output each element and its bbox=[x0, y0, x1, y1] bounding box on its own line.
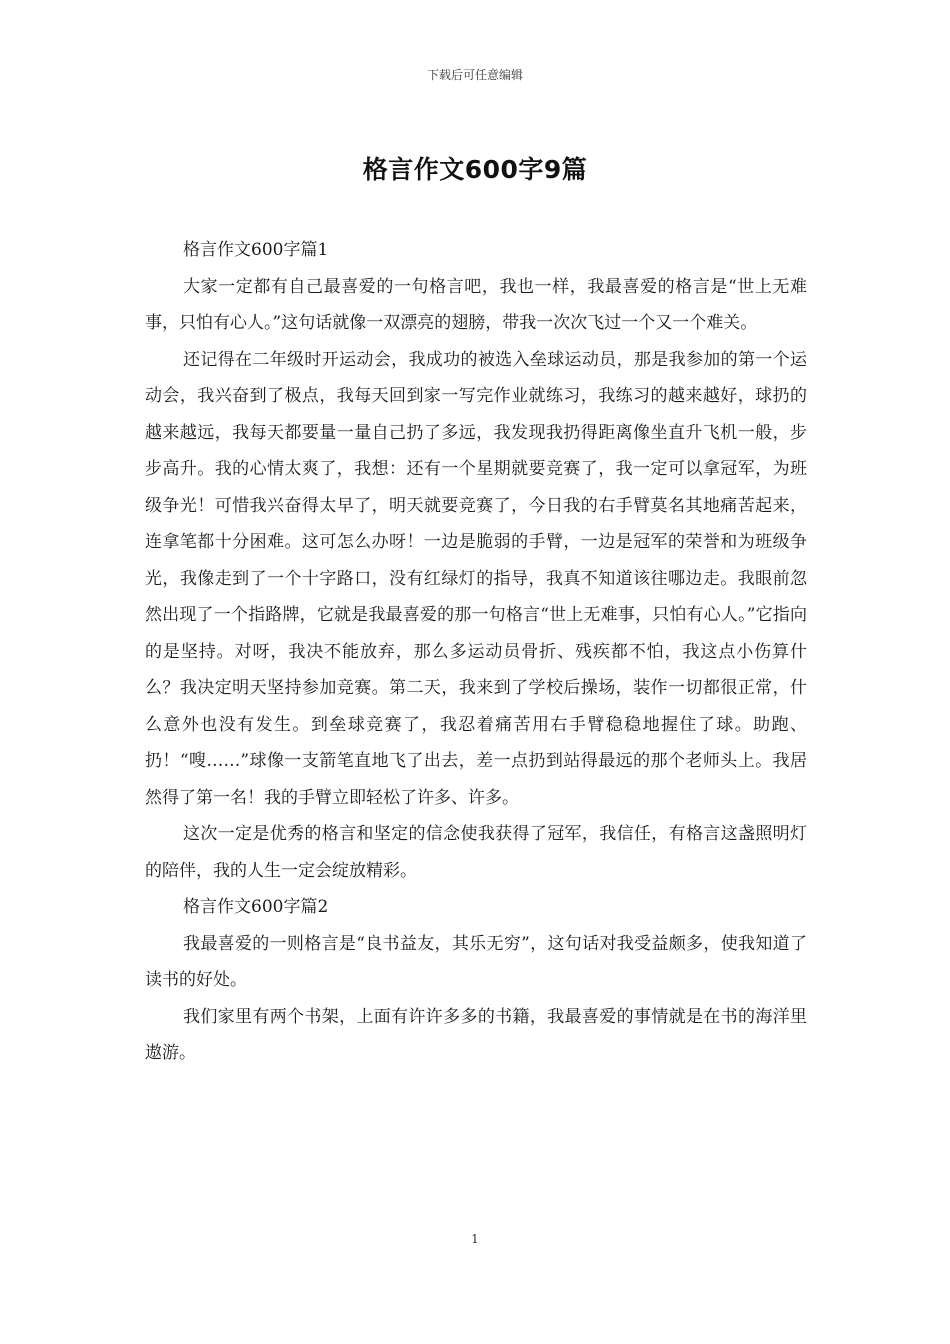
section-heading-2: 格言作文600字篇2 bbox=[183, 897, 329, 917]
paragraph: 这次一定是优秀的格言和坚定的信念使我获得了冠军，我信任，有格言这盏照明灯的陪伴，我的人生一定会绽放精彩。 bbox=[145, 824, 807, 881]
page-number: 1 bbox=[471, 1232, 479, 1246]
paragraph: 大家一定都有自己最喜爱的一句格言吧，我也一样，我最喜爱的格言是“世上无难事，只怕有心人。”这句话就像一双漂亮的翅膀，带我一次次飞过一个又一个难关。 bbox=[145, 276, 807, 333]
paragraph: 还记得在二年级时开运动会，我成功的被选入垒球运动员，那是我参加的第一个运动会，我兴奋到了极点，我每天回到家一写完作业就练习，我练习的越来越好，球扔的越来越远，我每天都要量一量自己扔了多远，我发现我扔得距离像坐直升飞机一般，步步高升。我的心情太爽了，我想：还有一个星期就要竞赛了，我一定可以拿冠军，为班级争光！可惜我兴奋得太早了，明天就要竞赛了，今日我的右手臂莫名其地痛苦起来，连拿笔都十分困难。这可怎么办呀！一边是脆弱的手臂，一边是冠军的荣誉和为班级争光，我像走到了一个十字路口，没有红绿灯的指导，我真不知道该往哪边走。我眼前忽然出现了一个指路牌，它就是我最喜爱的那一句格言“世上无难事，只怕有心人。”它指向的是坚持。对呀，我决不能放弃，那么多运动员骨折、残疾都不怕，我这点小伤算什么？我决定明天坚持参加竞赛。第二天，我来到了学校后操场，装作一切都很正常，什么意外也没有发生。到垒球竞赛了，我忍着痛苦用右手臂稳稳地握住了球。助跑、扔！“嗖……”球像一支箭笔直地飞了出去，差一点扔到站得最远的那个老师头上。我居然得了第一名！我的手臂立即轻松了许多、许多。 bbox=[145, 349, 807, 808]
section-heading-1: 格言作文600字篇1 bbox=[183, 240, 329, 260]
paragraph: 我们家里有两个书架，上面有许许多多的书籍，我最喜爱的事情就是在书的海洋里遨游。 bbox=[145, 1006, 807, 1063]
document-body bbox=[145, 232, 807, 1072]
header-note: 下载后可任意编辑 bbox=[426, 68, 523, 82]
paragraph: 我最喜爱的一则格言是“良书益友，其乐无穷”，这句话对我受益颇多，使我知道了读书的好处。 bbox=[145, 933, 807, 990]
document-title: 格言作文600字9篇 bbox=[362, 155, 588, 184]
